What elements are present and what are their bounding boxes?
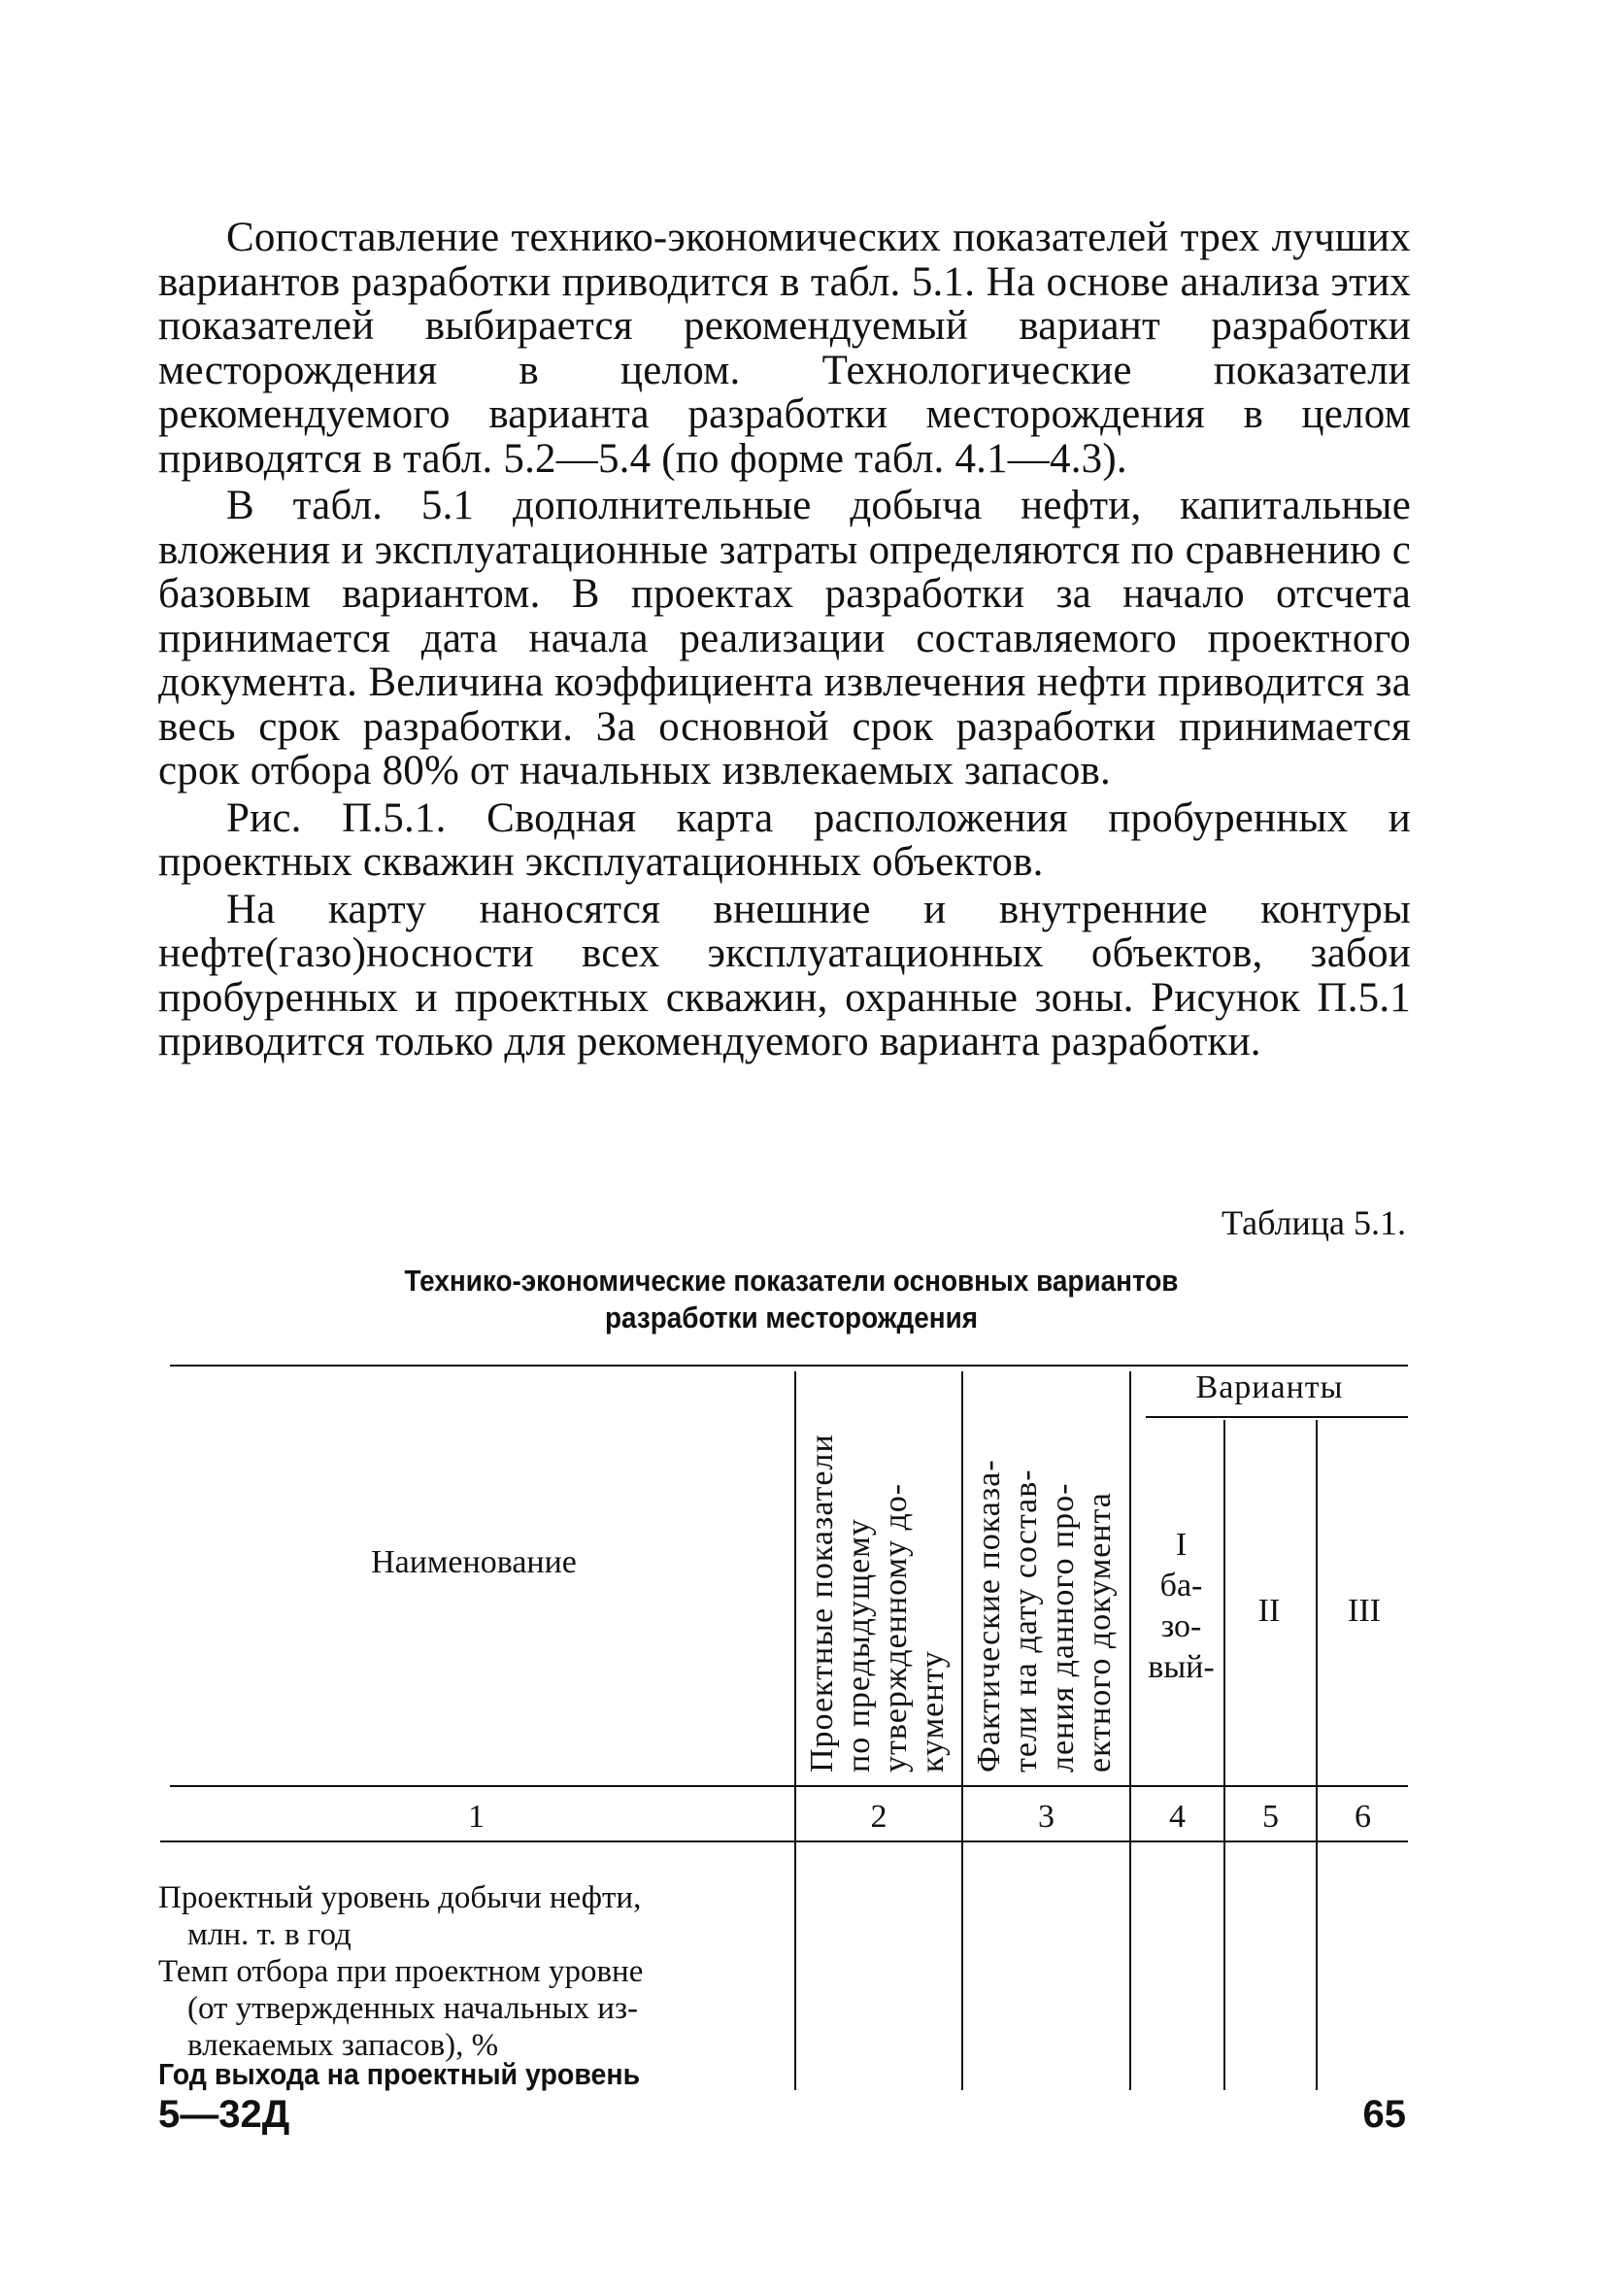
- header-variant-1-line-4: вый-: [1148, 1649, 1215, 1685]
- table-title: [254, 1263, 1329, 1336]
- col-divider-3: [1129, 1371, 1131, 2090]
- header-col3-line-2: тели на дату состав-: [1008, 1469, 1044, 1773]
- paragraph-1: Сопоставление технико-экономических показателей трех лучших вариантов разработки приводится в табл. 5.1. На основе анализа этих показателей выбирается рекомендуемый вариант разработки месторождения в целом. Технологические показатели рекомендуемого варианта разработки месторождения в целом приводятся в табл. 5.2—5.4 (по форме табл. 4.1—4.3).: [158, 215, 1411, 482]
- header-variant-1-line-3: зо-: [1160, 1608, 1202, 1644]
- header-col2-line-2: по предыдущему: [841, 1518, 877, 1773]
- column-number-1: 1: [468, 1799, 485, 1835]
- header-col2-line-4: кументу: [915, 1650, 951, 1773]
- header-col3-line-4: ектного документа: [1082, 1492, 1118, 1773]
- column-number-2: 2: [870, 1799, 887, 1835]
- table-row: [158, 1953, 789, 2064]
- variants-rule: [1146, 1416, 1408, 1418]
- column-number-5: 5: [1262, 1799, 1279, 1835]
- paragraph-2: В табл. 5.1 дополнительные добыча нефти, капитальные вложения и эксплуатационные затраты определяются по сравнению с базовым вариантом. В проектах разработки за начало отсчета принимается дата начала реализации составляемого проектного документа. Величина коэффициента извлечения нефти приводится за весь срок разработки. За основной срок разработки принимается срок отбора 80% от начальных извлекаемых запасов.: [158, 483, 1411, 793]
- column-number-6: 6: [1355, 1799, 1371, 1835]
- table-title-line-1: Технико-экономические показатели основных вариантов: [404, 1264, 1179, 1298]
- header-col3-line-1: Фактические показа-: [971, 1459, 1007, 1773]
- row-2-line-3: влекаемых запасов), %: [187, 2028, 499, 2063]
- body-text: [158, 216, 1411, 1067]
- paragraph-4: На карту наносятся внешние и внутренние контуры нефте(газо)носности всех эксплуатационных объектов, забои пробуренных и проектных скважин, охранные зоны. Рисунок П.5.1 приводится только для рекомендуемого варианта разработки.: [158, 886, 1411, 1064]
- column-number-3: 3: [1038, 1799, 1055, 1835]
- col-divider-1: [794, 1371, 796, 2090]
- colnum-bottom-rule: [160, 1840, 1408, 1842]
- header-col2-line-1: Проектные показатели: [804, 1434, 840, 1773]
- header-variant-2: II: [1257, 1593, 1281, 1629]
- table-row: [158, 2056, 739, 2093]
- header-col3-line-3: ления данного про-: [1045, 1482, 1081, 1773]
- table-top-rule: [170, 1365, 1408, 1367]
- header-variant-1-line-2: ба-: [1159, 1568, 1203, 1604]
- header-name: Наименование: [371, 1544, 577, 1580]
- header-variants: Варианты: [1195, 1369, 1344, 1405]
- table-label: Таблица 5.1.: [1222, 1203, 1406, 1242]
- row-1-line-2: млн. т. в год: [187, 1917, 352, 1952]
- row-3-line-1: Год выхода на проектный уровень: [158, 2057, 641, 2091]
- table-row: [158, 1879, 789, 1953]
- col-divider-4: [1223, 1420, 1225, 2090]
- header-bottom-rule: [170, 1785, 1408, 1787]
- header-variant-1: [1139, 1525, 1223, 1688]
- header-col2-line-3: утвержденному до-: [878, 1482, 914, 1773]
- col-divider-5: [1316, 1420, 1318, 2090]
- col-divider-2: [961, 1371, 963, 2090]
- table-title-line-2: разработки месторождения: [604, 1300, 979, 1334]
- page-number: 65: [1362, 2093, 1406, 2136]
- row-1-line-1: Проектный уровень добычи нефти,: [158, 1880, 642, 1915]
- paragraph-3: Рис. П.5.1. Сводная карта расположения пробуренных и проектных скважин эксплуатационных объектов.: [158, 794, 1411, 885]
- signature-mark: 5—32Д: [158, 2093, 290, 2136]
- header-variant-1-line-1: I: [1175, 1527, 1188, 1563]
- row-2-line-1: Темп отбора при проектном уровне: [158, 1954, 644, 1989]
- header-variant-3: III: [1348, 1593, 1381, 1629]
- row-2-line-2: (от утвержденных начальных из-: [187, 1991, 638, 2026]
- column-number-4: 4: [1169, 1799, 1186, 1835]
